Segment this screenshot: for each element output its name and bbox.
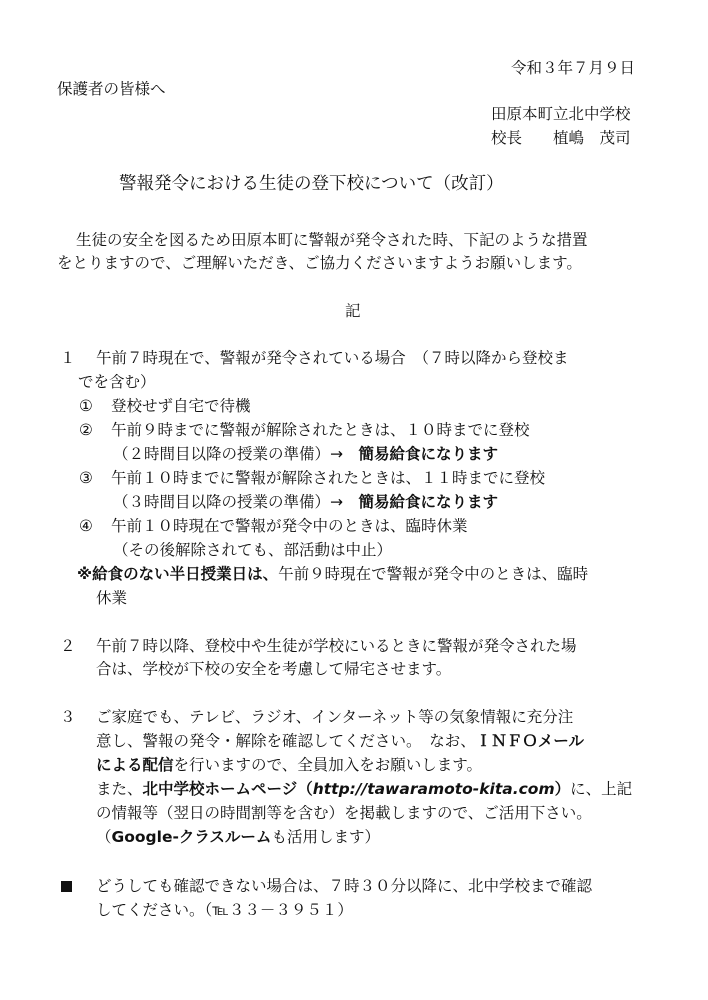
section3-line-4-pre: また、 [96,780,143,798]
section1-line-2: でを含む） [78,373,156,391]
item2-text: 午前９時までに警報が解除されたときは、１０時までに登校 [111,421,530,439]
intro-line-2: をとりますので、ご理解いただき、ご協力くださいますようお願いします。 [57,254,582,272]
section3-line-1: ご家庭でも、テレビ、ラジオ、インターネット等の気象情報に充分注 [96,708,574,726]
section2-line-2: 合は、学校が下校の安全を考慮して帰宅させます。 [96,660,452,678]
section3-line-4 [96,779,632,799]
section2-line-1: 午前７時以降、登校中や生徒が学校にいるときに警報が発令された場 [96,637,577,655]
item3-text: 午前１０時までに警報が解除されたときは、１１時までに登校 [111,469,546,487]
classroom-label: -クラスルーム [172,828,272,846]
section3-line-2-text: 意し、警報の発令・解除を確認してください。 なお、 [96,732,476,750]
google-label: Google [111,828,173,846]
note-text: 午前９時現在で警報が発令中のときは、臨時 [278,565,589,583]
homepage-label: 北中学校ホームページ（ [142,780,313,798]
section3-number: ３ [60,708,76,726]
item4-sub: （その後解除されても、部活動は中止） [113,541,393,559]
item3-sub-text: （３時間目以降の授業の準備）→ [113,493,359,511]
recipient: 保護者の皆様へ [57,80,166,98]
school-name: 田原本町立北中学校 [491,105,631,123]
item2-sub-bold: 簡易給食になります [358,445,499,463]
section3-line-3 [96,755,482,775]
page-title: 警報発令における生徒の登下校について（改訂） [119,174,504,194]
note-line-1 [77,564,588,584]
footer-line-1: どうしても確認できない場合は、７時３０分以降に、北中学校まで確認 [96,877,593,895]
section3-line-6-post: も活用します） [271,828,380,846]
item2-sub-text: （２時間目以降の授業の準備）→ [113,445,359,463]
footer-line-2: してください。（℡３３－３９５１） [96,901,353,919]
item2-sub [113,444,498,464]
item2-mark: ② [79,421,93,439]
section3-line-4-post: に、上記 [570,780,633,798]
note-bold: ※給食のない半日授業日は、 [77,565,279,583]
homepage-close: ） [554,780,571,798]
item1-mark: ① [79,397,93,415]
note-line-2: 休業 [96,589,128,607]
item1-text: 登校せず自宅で待機 [111,397,251,415]
intro-line-1: 生徒の安全を図るため田原本町に警報が発令された時、下記のような措置 [76,231,588,249]
mail-delivery-label: による配信 [96,756,174,774]
footer-bullet [61,876,72,896]
section1-number: １ [60,349,76,367]
section3-line-6-open: （ [96,828,112,846]
section1-line-1: 午前７時現在で、警報が発令されている場合 （７時以降から登校ま [96,349,569,367]
section3-line-2 [96,731,584,751]
section2-number: ２ [60,637,76,655]
date: 令和３年７月９日 [511,59,636,77]
section3-line-3-text: を行いますので、全員加入をお願いします。 [173,756,482,774]
item3-sub [113,492,498,512]
item3-sub-bold: 簡易給食になります [358,493,499,511]
square-bullet-icon [61,881,72,892]
principal-name: 校長 植嶋 茂司 [491,129,631,147]
section3-line-5: の情報等（翌日の時間割等を含む）を掲載しますので、ご活用下さい。 [96,804,592,822]
item4-text: 午前１０時現在で警報が発令中のときは、臨時休業 [111,517,468,535]
section3-line-6 [96,827,380,847]
homepage-url[interactable]: http://tawaramoto-kita.com [312,780,555,798]
info-mail-label: ＩＮＦＯメール [475,732,584,750]
item3-mark: ③ [79,469,93,487]
item4-mark: ④ [79,517,93,535]
ki-heading: 記 [345,302,361,320]
